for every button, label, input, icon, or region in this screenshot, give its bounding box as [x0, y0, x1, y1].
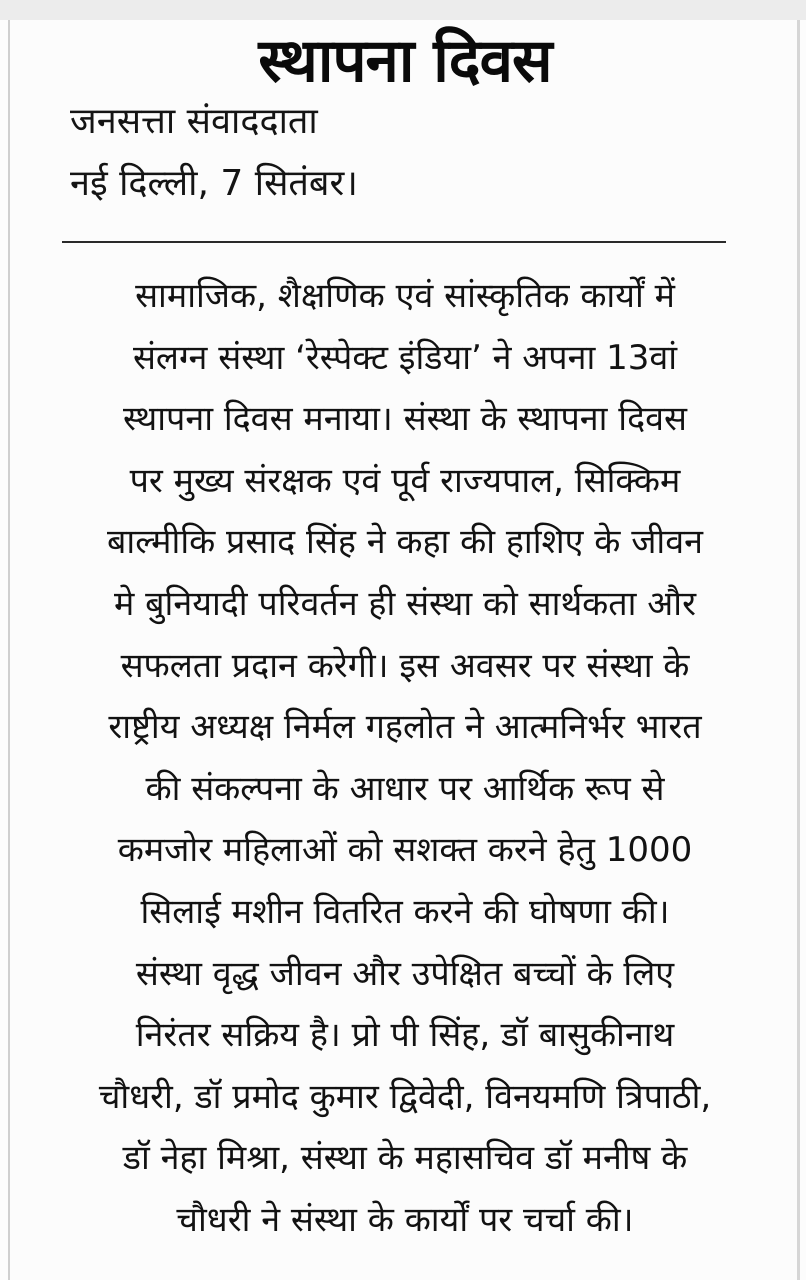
- article-body-line: निरंतर सक्रिय है। प्रो पी सिंह, डॉ बासुकीनाथ: [135, 1015, 675, 1056]
- article-body-line: सिलाई मशीन वितरित करने की घोषणा की।: [140, 891, 670, 932]
- article-body-line: संस्था वृद्ध जीवन और उपेक्षित बच्चों के लिए: [135, 953, 675, 994]
- article-body: [40, 266, 770, 1252]
- article-body-line: की संकल्पना के आधार पर आर्थिक रूप से: [145, 768, 665, 809]
- article-body-line: सामाजिक, शैक्षणिक एवं सांस्कृतिक कार्यों में: [135, 276, 675, 316]
- article-body-line: बाल्मीकि प्रसाद सिंह ने कहा की हाशिए के जीवन: [106, 522, 704, 563]
- byline: जनसत्ता संवाददाता: [70, 101, 318, 142]
- article-body-line: मे बुनियादी परिवर्तन ही संस्था को सार्थकता और: [114, 583, 696, 624]
- article-body-line: पर मुख्य संरक्षक एवं पूर्व राज्यपाल, सिक्किम: [129, 460, 681, 501]
- top-strip: [0, 0, 806, 20]
- headline: स्थापना दिवस: [258, 26, 552, 96]
- article-body-line: चौधरी ने संस्था के कार्यों पर चर्चा की।: [176, 1199, 634, 1240]
- article-body-line: संलग्न संस्था ‘रेस्पेक्ट इंडिया’ ने अपना 13वां: [132, 337, 678, 378]
- article-body-line: राष्ट्रीय अध्यक्ष निर्मल गहलोत ने आत्मनिर्भर भारत: [108, 707, 702, 748]
- article-body-line: सफलता प्रदान करेगी। इस अवसर पर संस्था के: [120, 645, 690, 686]
- section-divider: [62, 241, 726, 243]
- left-column-rule: [8, 20, 10, 1280]
- article-body-line: स्थापना दिवस मनाया। संस्था के स्थापना दिवस: [122, 399, 688, 440]
- dateline: नई दिल्ली, 7 सितंबर।: [70, 163, 358, 204]
- right-column-rule: [797, 20, 800, 1280]
- article-body-line: चौधरी, डॉ प्रमोद कुमार द्विवेदी, विनयमणि त्रिपाठी,: [98, 1076, 712, 1117]
- article-body-line: कमजोर महिलाओं को सशक्त करने हेतु 1000: [117, 830, 693, 871]
- article-body-line: डॉ नेहा मिश्रा, संस्था के महासचिव डॉ मनीष के: [122, 1138, 688, 1179]
